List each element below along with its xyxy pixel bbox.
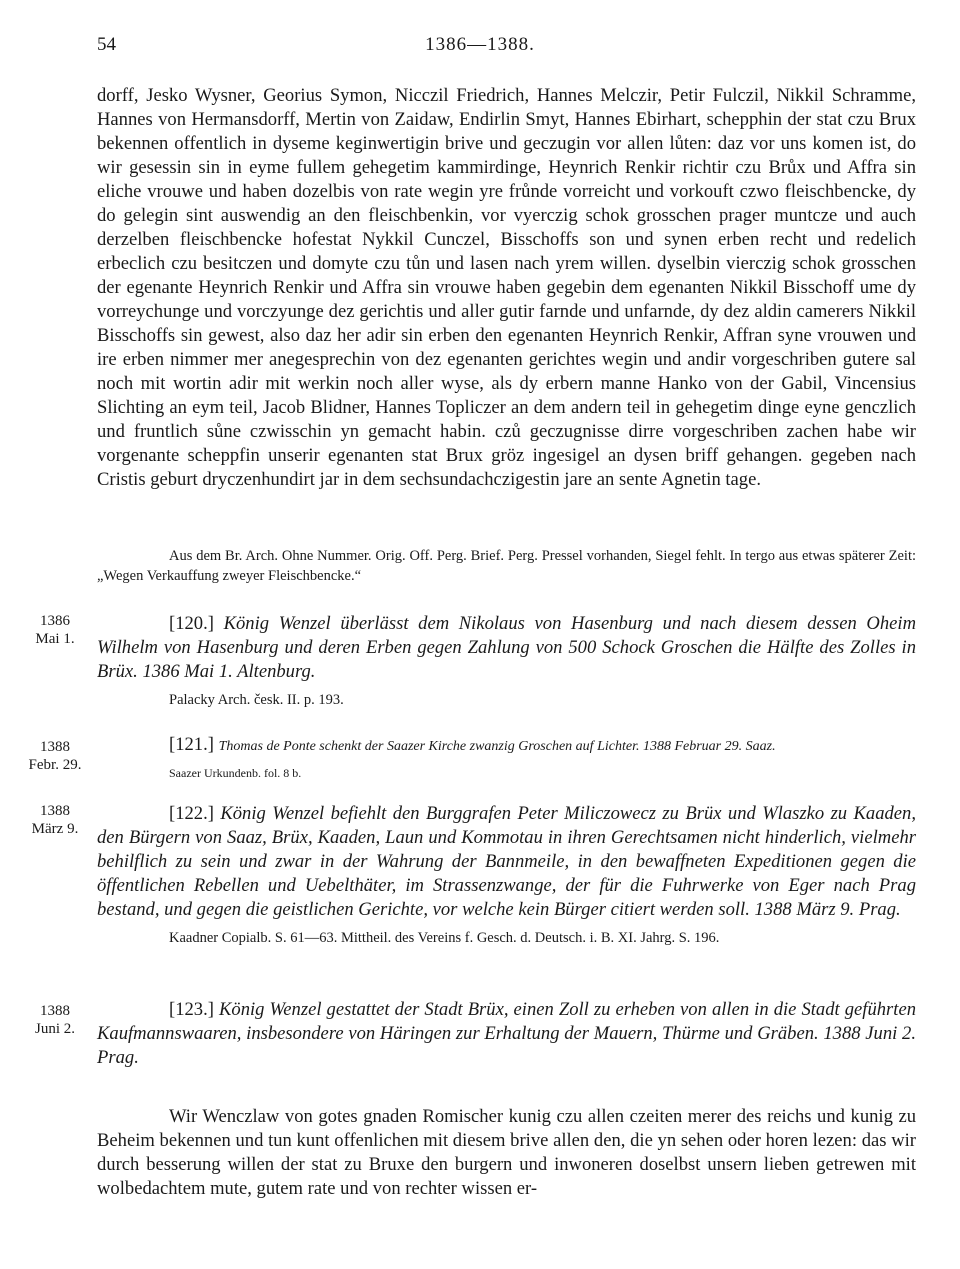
regest-entry bbox=[97, 733, 916, 783]
regest-number: [120.] bbox=[169, 613, 214, 634]
regest-summary: König Wenzel befiehlt den Burggrafen Peter Miliczowecz zu Brüx und Wlaszko zu Kaaden, den Bürgern von Saaz, Brüx, Kaaden, Laun und Kommotau in ihren Gerechtsamen nicht hinderlich, vielmehr behilflich zu sein und zwar in der Wahrung der Bannmeile, in den bewaffneten Expeditionen gegen die öffentlichen Rebellen und Uebelthäter, im Strassenzwange, der für die Fuhrwerke von Eger nach Prag bestand, und gegen die geistlichen Gerichte, vor welche kein Bürger citiert werden soll. 1388 März 9. Prag. bbox=[97, 803, 916, 920]
margin-date-day: Febr. 29. bbox=[28, 757, 82, 773]
source-note: Aus dem Br. Arch. Ohne Nummer. Orig. Off. Perg. Brief. Perg. Pressel vorhanden, Siegel fehlt. In tergo aus etwas späterer Zeit: „Wegen Verkauffung zweyer Fleischbencke.“ bbox=[97, 548, 916, 584]
margin-date bbox=[20, 802, 90, 838]
margin-date-year: 1386 bbox=[40, 613, 70, 629]
regest-number: [123.] bbox=[169, 999, 214, 1020]
regest-entry bbox=[97, 802, 916, 948]
margin-date-day: Mai 1. bbox=[35, 631, 75, 647]
regest-title bbox=[97, 612, 916, 684]
regest-summary: Thomas de Ponte schenkt der Saazer Kirche zwanzig Groschen auf Lichter. 1388 Februar 29. Saaz. bbox=[218, 739, 776, 754]
running-title: 1386—1388. bbox=[425, 34, 535, 55]
page-number: 54 bbox=[97, 34, 116, 55]
margin-date-year: 1388 bbox=[40, 739, 70, 755]
margin-date bbox=[20, 612, 90, 648]
charter-text: dorff, Jesko Wysner, Georius Symon, Nicczil Friedrich, Hannes Melczir, Petir Fulczil, Nikkil Schramme, Hannes von Hermansdorff, Mertin von Zaidaw, Endirlin Smyt, Hannes Ebirhart, schepphin der stat czu Brux bekennen offentlich in dyseme keginwertigin brive und geczugin vor allen lůten: daz vor uns komen ist, do wir gesessin sin in eyme fullem gehegetim kammirdinge, Heynrich Renkir richtir czu Brůx und Affra sin eliche vrouwe und haben dozelbis von rate wegin yre frůnde vorreicht und vorkouft czwo fleischbencke, dy do gelegin sint auswendig an den fleischbenkin, vor vyerczig schok grosschen prager muntcze und auch derzelben fleischbencke hofestat Nykkil Cunczel, Bisschoffs son und synen erben recht und redelich erbeclich czu besitczen und domyte czu tůn und lasen nach yrem willen. dyselbin vierczig schok grosschen der egenante Heynrich Renkir und Affra sin vrouwe haben gegebin dem egenanten Nikkil Bisschoff ume dy vorreychunge und vorczyunge dez gerichtis und aller gutir farnde und unfarnde, dy dez aldin camerers Nikkil Bisschoffs sin gewest, also daz her adir sin erben den egenanten Heynrich Renkir, Affran syne vrouwen und ire erben nimmer mer anegesprechin von dez egenanten gerichtes wegin und andir vorgeschriben gutere sal noch mit wortin adir mit werkin noch aller wyse, als dy erbern manne Hanko von der Gabil, Vincensius Slichting an eym teil, Jacob Blidner, Hannes Topliczer an dem andern teil in gehegetim dinge eyne genczlich und fruntlich sůne czwisschin yn gemacht habin. czů geczugnisse dirre vorgeschriben zachen habe wir vorgenante scheppfin unserir egenanten stat Brux gröz ingesigel an dysen briff gehangen. gegeben nach Cristis geburt dryczenhundirt jar in dem sechsundachczigestin jare an sente Agnetin tage. bbox=[97, 85, 916, 490]
margin-date-year: 1388 bbox=[40, 803, 70, 819]
margin-date bbox=[20, 738, 90, 774]
regest-number: [121.] bbox=[169, 734, 214, 755]
margin-date bbox=[20, 1002, 90, 1038]
regest-summary: König Wenzel gestattet der Stadt Brüx, einen Zoll zu erheben von allen in die Stadt geführten Kaufmannswaaren, insbesondere von Häringen zur Erhaltung der Mauern, Thürme und Gräben. 1388 Juni 2. Prag. bbox=[97, 999, 916, 1068]
regest-source: Saazer Urkundenb. fol. 8 b. bbox=[169, 766, 302, 780]
margin-date-day: Juni 2. bbox=[34, 1021, 75, 1037]
regest-number: [122.] bbox=[169, 803, 214, 824]
regest-title bbox=[97, 733, 916, 759]
regest-title bbox=[97, 802, 916, 922]
regest-summary: König Wenzel überlässt dem Nikolaus von Hasenburg und nach diesem dessen Oheim Wilhelm von Hasenburg und deren Erben gegen Zahlung von 500 Schock Groschen die Hälfte des Zolles in Brüx. 1386 Mai 1. Altenburg. bbox=[97, 613, 917, 682]
charter-text: Wir Wenczlaw von gotes gnaden Romischer kunig czu allen czeiten merer des reichs und kunig zu Beheim bekennen und tun kunt offenlichen mit diesem brive allen den, die yn sehen oder horen lezen: das wir durch besserung willen der stat zu Bruxe den burgern und inwoneren doselbst unsern lieben getrewen mit wolbedachtem mute, gutem rate und von rechter wissen er- bbox=[97, 1106, 916, 1199]
regest-entry bbox=[97, 998, 916, 1070]
margin-date-day: März 9. bbox=[31, 821, 79, 837]
regest-title bbox=[97, 998, 916, 1070]
regest-entry bbox=[97, 612, 916, 710]
regest-source: Palacky Arch. česk. II. p. 193. bbox=[169, 692, 344, 708]
charter-text-block bbox=[97, 1105, 916, 1201]
margin-date-year: 1388 bbox=[40, 1003, 70, 1019]
charter-source bbox=[97, 546, 916, 586]
charter-continuation bbox=[97, 84, 916, 492]
regest-source: Kaadner Copialb. S. 61—63. Mittheil. des Vereins f. Gesch. d. Deutsch. i. B. XI. Jahrg. S. 196. bbox=[169, 930, 720, 946]
